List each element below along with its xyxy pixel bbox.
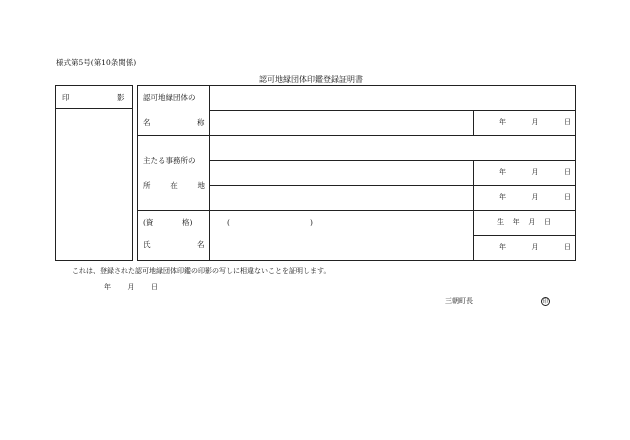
role-paren-open: ( (227, 218, 230, 227)
role-paren-close: ) (310, 218, 313, 227)
name-date-divider (473, 110, 474, 135)
seal-label-left: 印 (62, 93, 70, 102)
name-label-left: 名 (143, 118, 151, 127)
document-title: 認可地縁団体印鑑登録証明書 (259, 75, 363, 84)
form-number: 様式第5号(第10条関係) (56, 58, 137, 67)
label-column-divider (209, 85, 210, 261)
certification-text: これは、登録された認可地縁団体印鑑の印影の写しに相違ないことを証明します。 (72, 267, 331, 275)
seal-label-right: 影 (117, 93, 125, 102)
person-label-right: 名 (197, 240, 205, 249)
name-label-right: 称 (197, 118, 205, 127)
seal-impression-box (55, 85, 133, 261)
row-line-1 (209, 110, 576, 111)
issue-date: 年 月 日 (104, 283, 158, 291)
row-line-4 (209, 185, 576, 186)
address-date-1: 年 月 日 (499, 168, 571, 176)
org-header-label: 認可地縁団体の (143, 93, 196, 102)
person-date: 年 月 日 (499, 243, 571, 251)
row-line-6 (473, 235, 576, 236)
location-label: 所 在 地 (143, 181, 205, 190)
row-line-3 (209, 160, 576, 161)
birth-date: 生 年 月 日 (497, 218, 551, 226)
row-line-5 (137, 210, 576, 211)
person-label-left: 氏 (143, 240, 151, 249)
row-line-2 (137, 135, 576, 136)
address-date-2: 年 月 日 (499, 193, 571, 201)
role-label-open: (資 (143, 218, 154, 227)
role-label-close: 格) (182, 218, 193, 227)
seal-mark-icon: 印 (542, 299, 549, 305)
name-date: 年 月 日 (499, 118, 571, 126)
issuer-title: 三朝町長 (445, 297, 473, 305)
seal-box-divider (55, 108, 133, 109)
office-label: 主たる事務所の (143, 156, 196, 165)
